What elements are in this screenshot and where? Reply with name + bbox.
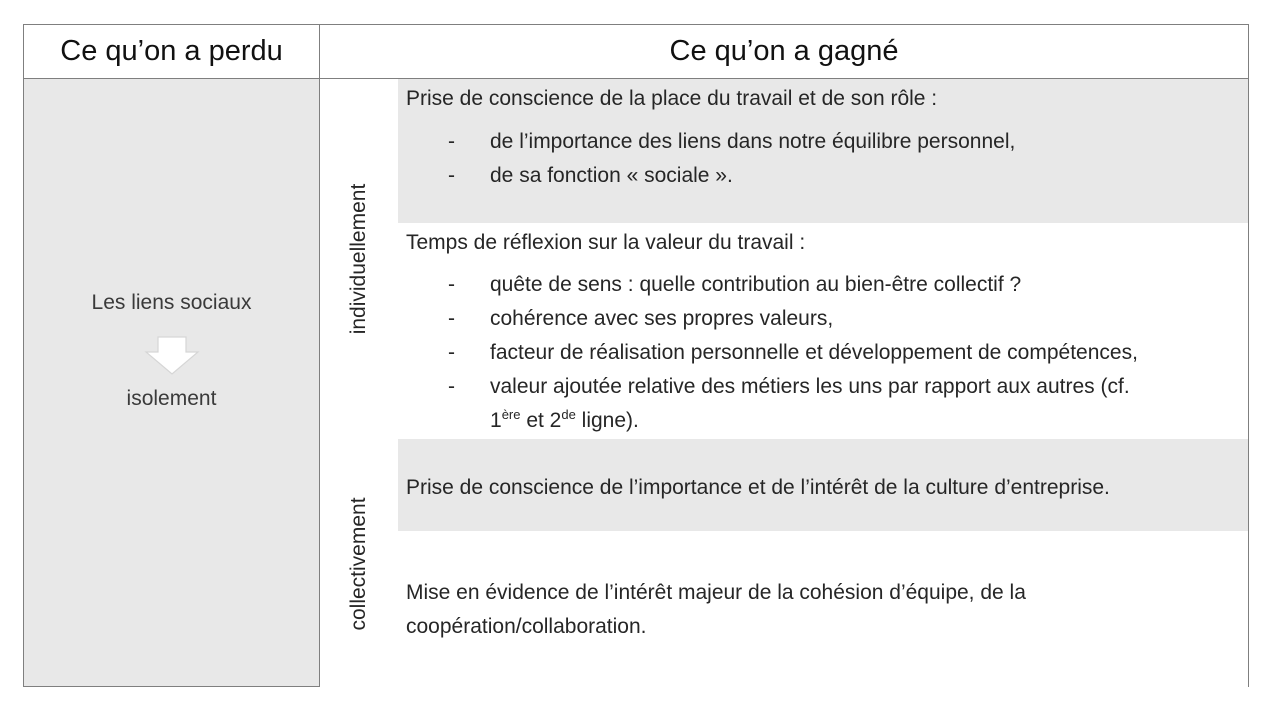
block-intro: Temps de réflexion sur la valeur du travail : [406,231,806,254]
list-item-text: valeur ajoutée relative des métiers les uns par rapport aux autres (cf. [490,375,1130,398]
bullet-list [398,268,1248,438]
side-collective [320,439,398,688]
list-item-text: ligne). [575,409,639,432]
dash-icon: - [448,273,455,296]
dash-icon: - [448,130,455,153]
list-item [398,302,1248,336]
block-text-line-2: coopération/collaboration. [406,615,647,638]
ordinal-number: 1 [490,409,502,432]
block-text: Prise de conscience de l’importance et de l’intérêt de la culture d’entreprise. [406,476,1110,499]
list-item-text: quête de sens : quelle contribution au bien-être collectif ? [490,273,1022,296]
side-individual [320,79,398,439]
ordinal-suffix: ère [501,407,521,422]
arrow-down-icon [144,336,200,376]
list-item-text: de l’importance des liens dans notre équilibre personnel, [490,130,1016,153]
bullet-list [398,125,1248,193]
lost-column [24,79,320,686]
dash-icon: - [448,375,455,398]
ordinal-suffix: de [561,407,576,422]
collective-block-1 [398,439,1248,531]
list-item [398,268,1248,302]
label-collectivement: collectivement [347,496,370,631]
dash-icon: - [448,341,455,364]
individual-block-1 [398,79,1248,223]
header-gained: Ce qu’on a gagné [320,25,1248,79]
block-text-line-1: Mise en évidence de l’intérêt majeur de la cohésion d’équipe, de la [406,581,1026,604]
list-item-text: facteur de réalisation personnelle et développement de compétences, [490,341,1138,364]
individual-block-2 [398,223,1248,439]
comparison-table [23,24,1249,687]
lost-to-text: isolement [126,387,217,410]
list-item [398,336,1248,370]
collective-block-2 [398,531,1248,688]
lost-from-text: Les liens sociaux [91,291,252,314]
list-item-text: cohérence avec ses propres valeurs, [490,307,834,330]
block-intro: Prise de conscience de la place du travail et de son rôle : [406,87,938,110]
list-item [398,125,1248,159]
list-item-continuation [398,404,1248,438]
list-item [398,370,1248,404]
header-lost: Ce qu’on a perdu [24,25,320,79]
ordinal-number: et 2 [520,409,562,432]
list-item [398,159,1248,193]
dash-icon: - [448,164,455,187]
dash-icon: - [448,307,455,330]
label-individuellement: individuellement [347,183,370,335]
list-item-text: de sa fonction « sociale ». [490,164,733,187]
